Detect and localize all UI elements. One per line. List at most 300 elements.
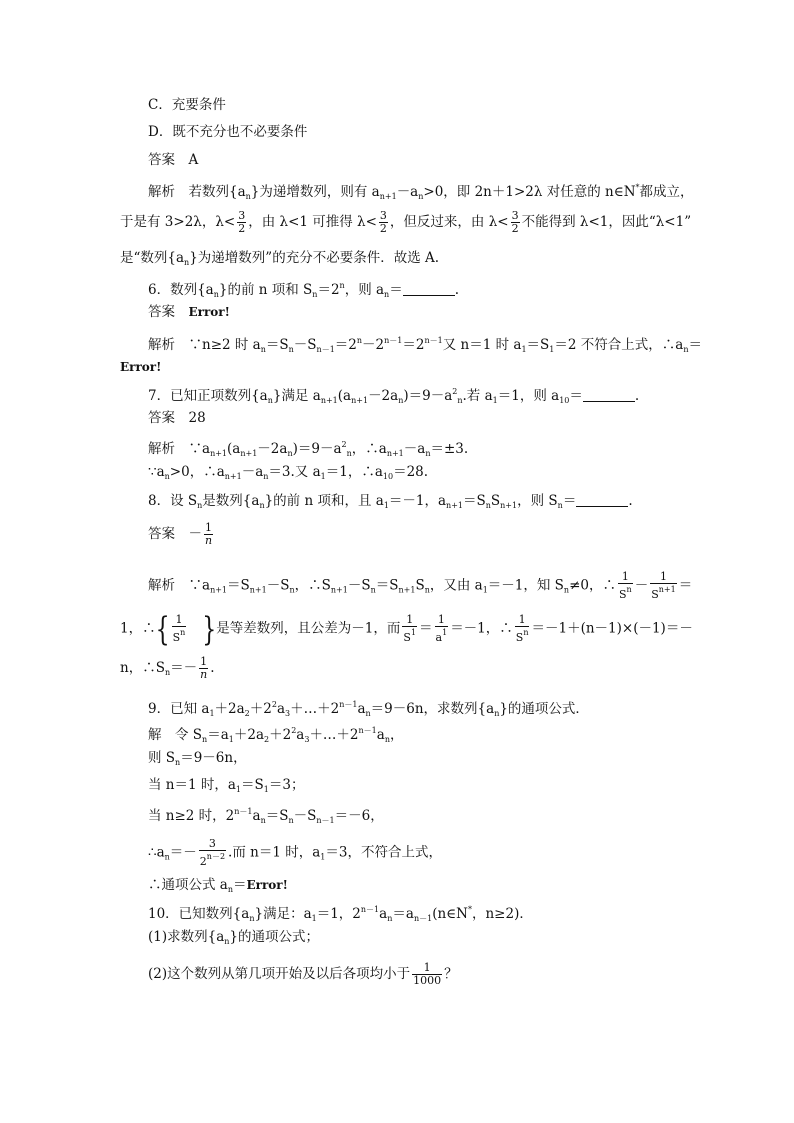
- text: n+1: [240, 449, 258, 458]
- text: 8．设 S: [148, 493, 198, 509]
- text: n－1: [413, 914, 433, 923]
- text: 1: [410, 628, 417, 637]
- text: ＝a: [207, 727, 229, 743]
- text: 1: [263, 785, 269, 794]
- text: ≠0，∴: [569, 577, 616, 594]
- fraction: [199, 838, 226, 868]
- text: ＝: [569, 388, 583, 404]
- text: n: [260, 816, 266, 825]
- text: ＝－: [169, 844, 197, 861]
- text: n: [485, 501, 491, 510]
- text: ＝－: [170, 660, 198, 676]
- text: n: [213, 290, 219, 299]
- text: ∵a: [188, 441, 211, 457]
- fraction: [435, 614, 449, 644]
- text: a: [357, 701, 366, 717]
- text: 1: [442, 628, 448, 637]
- text: ＝S: [241, 777, 264, 793]
- text: 则 S: [148, 750, 176, 766]
- text: n+1: [386, 449, 404, 458]
- analysis-label: 解析: [148, 577, 175, 594]
- text: n: [227, 885, 233, 894]
- text: n: [425, 449, 431, 458]
- text: ＝: [678, 577, 693, 594]
- text: n: [287, 449, 293, 458]
- q9-step-5: [148, 838, 442, 868]
- text: ＝2 不符合上式，∴a: [554, 337, 684, 353]
- text: n: [384, 735, 390, 744]
- text: n: [289, 585, 295, 595]
- answer-value: Error!: [188, 305, 230, 319]
- text: ＝1，则 a: [497, 388, 560, 404]
- text: n+1: [351, 396, 369, 405]
- text: ＝－1，a: [388, 493, 447, 509]
- text: －: [634, 577, 649, 594]
- text: .: [634, 388, 640, 404]
- text: 1: [618, 571, 633, 584]
- text: a: [276, 701, 286, 717]
- q5-analysis-line-2: [120, 210, 691, 235]
- text: 不能得到 λ<1，因此“λ<1”: [521, 214, 692, 230]
- text: ，则 a: [344, 282, 385, 298]
- q9-step-6: [148, 875, 288, 900]
- text: n: [164, 668, 171, 677]
- text: n+1: [210, 585, 228, 595]
- text: 2: [199, 855, 207, 868]
- text: 1: [311, 914, 317, 923]
- text: n+1: [224, 472, 242, 481]
- text: 6．数列{a: [148, 282, 214, 298]
- text: ＝S: [526, 337, 550, 353]
- text: n: [312, 290, 318, 299]
- text: n+1: [398, 585, 416, 595]
- text: －S: [266, 577, 290, 594]
- text: a: [379, 906, 388, 922]
- text: 1: [209, 709, 215, 718]
- text: (2)这个数列从第几项开始及以后各项均小于: [148, 966, 411, 982]
- text: 1: [435, 614, 449, 627]
- text: 1: [320, 472, 326, 481]
- text: n: [245, 192, 251, 201]
- answer-label: 答案: [148, 152, 175, 168]
- analysis-label: 解析: [148, 441, 175, 457]
- text: n: [288, 345, 294, 354]
- text: ，但反过来，由 λ<: [389, 214, 509, 230]
- text: n－1: [384, 336, 403, 345]
- text: －a: [396, 184, 419, 200]
- analysis-label: 解析: [148, 184, 175, 200]
- text: n: [398, 396, 404, 405]
- text: 1，∴: [120, 620, 156, 637]
- text: n: [457, 396, 463, 405]
- text: n: [263, 472, 269, 481]
- text: ＝S: [265, 808, 289, 824]
- text: 都成立，: [639, 184, 694, 200]
- text: ＝9－6n，求数列{a: [370, 701, 495, 717]
- text: n－1: [339, 700, 358, 709]
- text: 1: [492, 396, 498, 405]
- text: 9．已知 a: [148, 701, 210, 717]
- text: 1000: [413, 974, 442, 987]
- text: 当 n＝1 时，a: [148, 777, 236, 793]
- text: }的前 n 项和，且 a: [264, 493, 384, 509]
- text: 2: [452, 387, 458, 396]
- text: S: [651, 588, 659, 601]
- text: S: [172, 631, 181, 644]
- text: S: [403, 631, 411, 644]
- text: ＝28.: [393, 464, 429, 480]
- text: n: [249, 914, 255, 923]
- fraction: [204, 522, 213, 547]
- text: }的通项公式．: [499, 701, 589, 717]
- answer-blank: [583, 387, 635, 402]
- text: ＋…＋2: [290, 701, 340, 717]
- text: n，∴S: [120, 660, 165, 676]
- text: ∴a: [148, 844, 165, 861]
- fraction: [172, 614, 187, 644]
- text: ，则 S: [517, 493, 558, 509]
- text: ＝: [233, 877, 247, 893]
- text: ＝3，不符合上式，: [325, 844, 442, 861]
- text: S: [490, 493, 501, 509]
- text: ＝2: [317, 282, 340, 298]
- text: ＝－1，知 S: [487, 577, 564, 594]
- text: (a: [227, 441, 241, 457]
- text: n－1: [360, 905, 380, 914]
- text: .: [210, 660, 215, 676]
- text: ∵a: [148, 464, 165, 480]
- fraction: [412, 962, 442, 987]
- option-d: D．既不充分也不必要条件: [148, 124, 308, 140]
- text: n+1: [330, 585, 348, 595]
- text: n: [184, 258, 190, 267]
- text: n－2: [206, 852, 226, 861]
- text: 1: [172, 614, 187, 627]
- text: 2: [379, 222, 387, 235]
- text: n+1: [446, 501, 463, 510]
- text: ∵a: [188, 577, 211, 594]
- text: ＝1，∴a: [325, 464, 383, 480]
- text: 3: [379, 209, 387, 222]
- text: n: [356, 336, 363, 345]
- text: )＝9－a: [292, 441, 342, 457]
- fraction: [515, 614, 530, 644]
- analysis-label: 解析: [148, 337, 175, 353]
- text: －2: [362, 337, 385, 353]
- text: ＝3.又 a: [268, 464, 321, 480]
- text: ＝2: [402, 337, 425, 353]
- text: ＝: [688, 337, 702, 353]
- text: 3: [304, 735, 310, 744]
- fraction: [237, 210, 246, 235]
- text: 3: [511, 209, 519, 222]
- text: n: [164, 852, 170, 862]
- text: ＋2: [249, 701, 272, 717]
- text: ∵n≥2 时 a: [188, 337, 261, 353]
- q8-analysis-line-1: [148, 571, 692, 601]
- text: n: [424, 585, 430, 595]
- text: }满足 a: [272, 388, 321, 404]
- text: 10．已知数列{a: [148, 906, 250, 922]
- text: ＝S: [265, 337, 289, 353]
- fraction: [199, 656, 208, 681]
- text: ，: [390, 727, 404, 743]
- text: 1: [205, 521, 213, 534]
- q5-analysis-line-1: [148, 178, 694, 207]
- text: *: [635, 183, 640, 192]
- text: }满足：a: [254, 906, 312, 922]
- text: a: [252, 808, 261, 824]
- text: －a: [241, 464, 264, 480]
- text: n: [494, 709, 500, 718]
- text: 当 n≥2 时，2: [148, 808, 235, 824]
- text: n: [384, 290, 390, 299]
- text: n: [205, 534, 213, 547]
- text: ＋2: [269, 727, 292, 743]
- text: 1: [521, 345, 527, 354]
- q9-step-2: [148, 748, 247, 773]
- q6-analysis-cont: Error!: [120, 360, 162, 374]
- text: ＝: [389, 282, 403, 298]
- text: 2: [244, 709, 250, 718]
- text: 10: [559, 396, 570, 405]
- text: －S: [293, 337, 317, 353]
- text: {: [155, 611, 170, 649]
- q9-step-1: [148, 721, 404, 750]
- text: 1: [228, 735, 234, 744]
- q7-analysis-line-2: [148, 462, 428, 487]
- text: .: [628, 493, 633, 509]
- q10-part-2: [148, 962, 458, 987]
- text: (n∈N: [432, 906, 468, 922]
- text: ＝1，2: [316, 906, 361, 922]
- text: S: [415, 577, 425, 594]
- text: n－1: [234, 807, 253, 816]
- fraction: [402, 614, 417, 644]
- text: ＝S: [463, 493, 486, 509]
- text: 3: [238, 209, 246, 222]
- text: n: [370, 585, 376, 595]
- text: n+1: [379, 192, 397, 201]
- text: ＝9－6n，: [180, 750, 247, 766]
- text: ＝－6，: [334, 808, 384, 824]
- text: a: [435, 631, 443, 644]
- text: n: [259, 501, 265, 510]
- text: )＝9－a: [403, 388, 453, 404]
- text: a: [296, 727, 305, 743]
- q9-step-4: [148, 802, 384, 831]
- text: n: [418, 192, 424, 201]
- text: －2a: [368, 388, 399, 404]
- text: n+1: [320, 396, 338, 405]
- q6-analysis: [148, 331, 702, 360]
- text: 2: [291, 726, 297, 735]
- q9-step-3: [148, 775, 304, 800]
- text: －a: [403, 441, 426, 457]
- text: 2: [238, 222, 246, 235]
- text: 又 n＝1 时 a: [442, 337, 522, 353]
- text: n: [224, 937, 230, 946]
- text: n－1: [424, 336, 443, 345]
- text: n: [197, 501, 203, 510]
- q10-stem: [148, 900, 533, 929]
- text: n: [346, 449, 352, 458]
- text: }的前 n 项和 S: [218, 282, 313, 298]
- text: ，又由 a: [429, 577, 483, 594]
- text: 若数列{a: [188, 184, 246, 200]
- text: n: [267, 396, 273, 405]
- text: n－1: [316, 345, 335, 354]
- text: n: [557, 501, 563, 510]
- fraction: [511, 210, 520, 235]
- text: ＝±3.: [430, 441, 469, 457]
- q6-stem: [148, 276, 459, 305]
- answer-label: 答案: [148, 526, 175, 542]
- text: n: [523, 628, 529, 637]
- answer-label: 答案: [148, 304, 175, 320]
- text: }: [202, 611, 217, 649]
- text: .若 a: [462, 388, 493, 404]
- fraction: [618, 571, 633, 601]
- text: n: [164, 472, 170, 481]
- text: 于是有 3>2λ，λ<: [120, 214, 236, 230]
- text: ＝: [419, 620, 433, 637]
- text: a: [376, 727, 385, 743]
- text: >0，即 2n＋1>2λ 对任意的 n∈N: [423, 184, 636, 200]
- q6-answer: [148, 302, 230, 322]
- text: ，由 λ<1 可推得 λ<: [248, 214, 377, 230]
- text: n: [683, 345, 689, 354]
- text: ＝－1＋(n－1)×(－1)＝－: [531, 620, 693, 637]
- text: n: [387, 914, 393, 923]
- text: (1)求数列{a: [148, 929, 225, 945]
- text: 1: [402, 614, 417, 627]
- answer-value: A: [188, 152, 199, 168]
- answer-value: 28: [188, 410, 206, 426]
- text: 1: [412, 962, 442, 975]
- text: Error!: [246, 878, 288, 892]
- q9-stem: [148, 695, 589, 724]
- fraction: [379, 210, 388, 235]
- text: n: [175, 758, 181, 767]
- text: n－1: [316, 816, 335, 825]
- text: －S: [347, 577, 371, 594]
- text: 是等差数列，且公差为－1，而: [216, 620, 401, 637]
- text: ？: [444, 966, 458, 982]
- answer-blank: [576, 492, 628, 507]
- text: ，n≥2)．: [471, 906, 533, 922]
- text: }的通项公式；: [229, 929, 320, 945]
- q8-analysis-line-3: [120, 656, 215, 683]
- text: 2: [511, 222, 519, 235]
- text: 解 令 S: [148, 727, 203, 743]
- text: 1: [235, 785, 242, 794]
- fraction: [650, 571, 677, 601]
- text: 2: [264, 735, 270, 744]
- text: 1: [549, 345, 555, 354]
- text: ＋…＋2: [309, 727, 359, 743]
- text: S: [618, 588, 627, 601]
- text: n: [563, 585, 570, 595]
- text: 7．已知正项数列{a: [148, 388, 268, 404]
- text: ＝: [562, 493, 577, 509]
- text: ，∴a: [351, 441, 387, 457]
- text: >0，∴a: [169, 464, 225, 480]
- text: 1: [320, 852, 326, 862]
- text: 2: [341, 440, 347, 449]
- text: n+1: [210, 449, 228, 458]
- q5-analysis-line-3: [120, 248, 439, 273]
- text: n: [260, 345, 266, 354]
- text: 1: [482, 585, 488, 595]
- text: －: [188, 526, 202, 542]
- text: 3: [285, 709, 291, 718]
- text: 是数列{a: [202, 493, 260, 509]
- text: ＋2a: [214, 701, 245, 717]
- text: ＋2a: [233, 727, 264, 743]
- q7-analysis-line-1: [148, 435, 468, 464]
- text: ＝a: [392, 906, 414, 922]
- q8-stem: [148, 491, 633, 516]
- text: ＝－1，∴: [450, 620, 513, 637]
- text: 3: [199, 838, 226, 851]
- text: .而 n＝1 时，a: [228, 844, 321, 861]
- option-c: C．充要条件: [148, 97, 226, 113]
- q7-answer: [148, 408, 206, 428]
- text: n+1: [249, 585, 267, 595]
- q8-analysis-line-2: [120, 611, 693, 649]
- text: .: [454, 282, 459, 298]
- answer-blank: [403, 281, 455, 296]
- text: n: [288, 816, 294, 825]
- text: 1: [200, 655, 208, 668]
- text: ＝S: [227, 577, 250, 594]
- q10-part-1: [148, 927, 319, 952]
- text: －S: [293, 808, 317, 824]
- text: ＝3；: [268, 777, 305, 793]
- text: n+1: [500, 501, 518, 510]
- text: }为递增数列，则有 a: [250, 184, 380, 200]
- text: 2: [271, 700, 277, 709]
- text: 1: [383, 501, 389, 510]
- text: n: [202, 735, 208, 744]
- q8-answer: [148, 522, 215, 547]
- text: ，∴S: [294, 577, 331, 594]
- text: n: [180, 628, 186, 637]
- text: n: [626, 585, 632, 594]
- q7-stem: [148, 382, 639, 411]
- text: 10: [382, 472, 394, 481]
- text: n－1: [358, 726, 377, 735]
- text: 1: [650, 571, 677, 584]
- text: n: [339, 281, 345, 290]
- text: ＝2: [334, 337, 357, 353]
- text: n: [200, 668, 208, 681]
- q5-answer: [148, 150, 198, 170]
- text: －2a: [257, 441, 288, 457]
- text: n: [365, 709, 371, 718]
- text: S: [515, 631, 524, 644]
- text: }为递增数列”的充分不必要条件．故选 A.: [189, 250, 440, 266]
- text: 1: [515, 614, 530, 627]
- text: ∴通项公式 a: [148, 877, 228, 893]
- text: 是“数列{a: [120, 250, 185, 266]
- text: ＝S: [375, 577, 399, 594]
- text: (a: [337, 388, 352, 404]
- text: n+1: [658, 585, 676, 594]
- answer-label: 答案: [148, 410, 175, 426]
- text: *: [467, 905, 472, 914]
